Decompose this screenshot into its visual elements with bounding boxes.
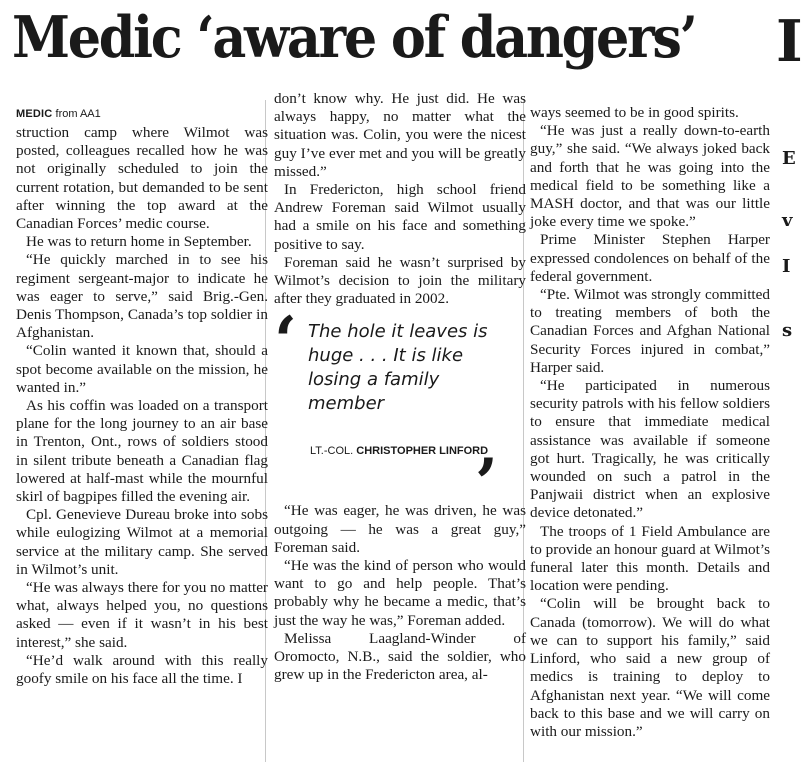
paragraph: struction camp where Wilmot was posted, colleagues recalled how he was not originally scheduled to join the current rotation, but demanded to be sent after winning the top award at the Canadian Forces’ medic course.: [16, 124, 268, 233]
adjacent-text-fragment: s: [782, 320, 793, 341]
jump-label: MEDIC: [16, 108, 53, 120]
paragraph: “He quickly marched in to see his regiment sergeant-major to indicate he was eager to serve,” said Brig.-Gen. Denis Thompson, Canada’s top soldier in Afghanistan.: [16, 251, 268, 342]
adjacent-text-fragment: E: [782, 148, 796, 169]
jump-source: from AA1: [55, 108, 101, 120]
adjacent-headline-fragment: I: [776, 8, 803, 75]
open-quote-mark: ‘: [274, 302, 297, 381]
paragraph: “Colin wanted it known that, should a spot become available on the mission, he wanted in.”: [16, 342, 268, 396]
paragraph: “He was the kind of person who would want to go and help people. That’s probably why he became a medic, that’s just the way he was,” Foreman added.: [274, 557, 526, 629]
paragraph: “He was always there for you no matter what, always helped you, no questions asked — even if it wasn’t in his best interest,” she said.: [16, 579, 268, 651]
paragraph: “Pte. Wilmot was strongly committed to treating members of both the Canadian Forces and Afghan National Security Forces injured in combat,” Harper said.: [530, 286, 770, 376]
pull-quote-text: The hole it leaves is huge . . . It is like losing a family member: [308, 321, 488, 415]
pull-quote-credit: [310, 444, 488, 458]
paragraph: Cpl. Genevieve Dureau broke into sobs while eulogizing Wilmot at a memorial service at the military camp. She served in Wilmot’s unit.: [16, 506, 268, 578]
paragraph: “He participated in numerous security patrols with his fellow soldiers to ensure that immediate medical assistance was available if someone got hurt. Tragically, he was critically wounded on such a patrol in the Panjwaii district when an explosive device detonated.”: [530, 377, 770, 522]
paragraph: The troops of 1 Field Ambulance are to provide an honour guard at Wilmot’s funeral later this month. Details and location were pending.: [530, 522, 770, 595]
paragraph: In Fredericton, high school friend Andrew Foreman said Wilmot usually had a smile on his face and something positive to say.: [274, 181, 526, 253]
pull-quote-rank: LT.-COL.: [310, 445, 354, 458]
close-quote-mark: ’: [475, 444, 498, 523]
article-column-3: [530, 104, 770, 741]
article-column-2: [274, 90, 526, 684]
paragraph: “He’d walk around with this really goofy smile on his face all the time. I: [16, 651, 268, 688]
paragraph: Prime Minister Stephen Harper expressed condolences on behalf of the federal government.: [530, 231, 770, 285]
paragraph: “He was eager, he was driven, he was outgoing — he was a great guy,” Foreman said.: [274, 502, 526, 556]
jump-line: [16, 104, 268, 124]
paragraph: He was to return home in September.: [26, 233, 252, 251]
paragraph: Melissa Laagland-Winder of Oromocto, N.B., said the soldier, who grew up in the Fredericton area, al-: [274, 629, 526, 684]
adjacent-text-fragment: v: [782, 210, 793, 231]
article-column-1: [16, 104, 268, 688]
adjacent-text-fragment: I: [782, 256, 791, 277]
paragraph: ways seemed to be in good spirits.: [530, 104, 739, 121]
headline: Medic ‘aware of dangers’: [12, 4, 696, 71]
pull-quote-name: CHRISTOPHER LINFORD: [356, 445, 489, 458]
paragraph: Foreman said he wasn’t surprised by Wilmot’s decision to join the military after they graduated in 2002.: [274, 253, 526, 308]
paragraph: As his coffin was loaded on a transport plane for the long journey to an air base in Trenton, Ont., rows of soldiers stood in silent tribute beneath a Canadian flag lowered at half-mast while the mournful skirl of bagpipes filled the evening air.: [16, 397, 268, 506]
paragraph: don’t know why. He just did. He was always happy, no matter what the situation was. Colin, you were the nicest guy I’ve ever met and you will be greatly missed.”: [274, 90, 526, 180]
paragraph: “He was just a really down-to-earth guy,” she said. “We always joked back and forth that he was going into the medical field to be something like a MASH doctor, and that was our little joke every time we spoke.”: [530, 122, 770, 231]
paragraph: “Colin will be brought back to Canada (tomorrow). We will do what we can to support his family,” said Linford, who said a new group of medics is training to deploy to Afghanistan next year. “We will come back to this base and we will carry on with our mission.”: [530, 595, 770, 740]
pull-quote: [274, 302, 526, 523]
